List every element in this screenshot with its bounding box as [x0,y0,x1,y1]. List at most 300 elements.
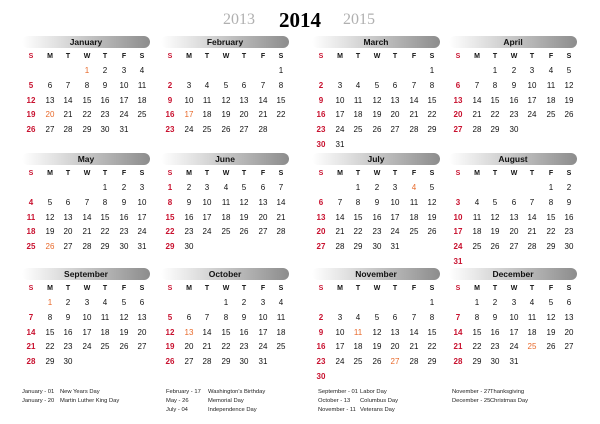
day-cell[interactable]: 22 [353,227,363,237]
day-cell[interactable]: 3 [84,298,90,307]
day-cell[interactable]: 3 [529,66,535,75]
day-cell[interactable]: 31 [258,357,268,367]
day-cell[interactable]: 22 [45,342,55,352]
day-cell[interactable]: 12 [546,312,556,322]
day-cell[interactable]: 24 [527,110,537,120]
day-cell[interactable]: 31 [390,242,400,252]
day-cell[interactable]: 30 [509,125,519,135]
day-cell[interactable]: 4 [278,298,284,307]
day-cell[interactable]: 2 [121,183,127,192]
day-cell[interactable]: 9 [102,80,108,90]
next-year-link[interactable]: 2015 [343,11,375,28]
day-cell[interactable]: 8 [223,312,229,322]
day-cell[interactable]: 1 [548,183,554,192]
day-cell[interactable]: 15 [276,95,286,105]
day-cell[interactable]: 23 [316,125,326,135]
day-cell[interactable]: 29 [82,125,92,135]
day-cell[interactable]: 6 [186,312,192,322]
day-cell[interactable]: 14 [409,327,419,337]
day-cell[interactable]: 28 [202,357,212,367]
day-cell[interactable]: 18 [26,227,36,237]
day-cell[interactable]: 1 [429,298,435,307]
day-cell[interactable]: 24 [137,227,147,237]
day-cell[interactable]: 24 [390,227,400,237]
day-cell[interactable]: 23 [564,227,574,237]
day-cell[interactable]: 18 [100,327,110,337]
day-cell[interactable]: 29 [45,357,55,367]
day-cell[interactable]: 29 [221,357,231,367]
day-cell[interactable]: 14 [472,95,482,105]
day-cell[interactable]: 23 [239,342,249,352]
day-cell[interactable]: 5 [28,80,34,90]
day-cell[interactable]: 22 [276,110,286,120]
day-cell[interactable]: 30 [316,372,326,381]
day-cell[interactable]: 15 [100,212,110,222]
day-cell[interactable]: 12 [490,212,500,222]
day-cell[interactable]: 28 [453,357,463,367]
day-cell[interactable]: 4 [204,80,210,90]
day-cell[interactable]: 5 [47,197,53,207]
day-cell[interactable]: 27 [509,242,519,252]
day-cell[interactable]: 25 [409,227,419,237]
day-cell[interactable]: 6 [139,298,145,307]
day-cell[interactable]: 5 [223,80,229,90]
day-cell[interactable]: 4 [548,66,554,75]
day-cell[interactable]: 4 [102,298,108,307]
day-cell[interactable]: 19 [372,342,382,352]
day-cell[interactable]: 16 [100,95,110,105]
day-cell[interactable]: 23 [372,227,382,237]
day-cell[interactable]: 16 [564,212,574,222]
day-cell[interactable]: 17 [509,327,519,337]
day-cell[interactable]: 18 [546,95,556,105]
day-cell[interactable]: 28 [409,357,419,367]
day-cell[interactable]: 14 [202,327,212,337]
day-cell[interactable]: 9 [241,312,247,322]
day-cell[interactable]: 14 [409,95,419,105]
day-cell[interactable]: 18 [527,327,537,337]
day-cell[interactable]: 14 [258,95,268,105]
day-cell[interactable]: 20 [316,227,326,237]
day-cell[interactable]: 26 [165,357,175,367]
day-cell[interactable]: 15 [165,212,175,222]
day-cell[interactable]: 5 [241,183,247,192]
day-cell[interactable]: 1 [474,298,480,307]
day-cell[interactable]: 19 [564,95,574,105]
day-cell[interactable]: 23 [490,342,500,352]
day-cell[interactable]: 11 [353,327,363,337]
day-cell[interactable]: 26 [564,110,574,120]
day-cell[interactable]: 15 [221,327,231,337]
day-cell[interactable]: 21 [63,110,73,120]
day-cell[interactable]: 17 [202,212,212,222]
day-cell[interactable]: 23 [100,110,110,120]
day-cell[interactable]: 8 [47,312,53,322]
day-cell[interactable]: 3 [455,197,461,207]
day-cell[interactable]: 16 [316,110,326,120]
day-cell[interactable]: 13 [137,312,147,322]
day-cell[interactable]: 2 [566,183,572,192]
day-cell[interactable]: 1 [429,66,435,75]
day-cell[interactable]: 22 [427,342,437,352]
day-cell[interactable]: 28 [26,357,36,367]
day-cell[interactable]: 29 [353,242,363,252]
day-cell[interactable]: 12 [26,95,36,105]
day-cell[interactable]: 23 [165,125,175,135]
day-cell[interactable]: 29 [427,125,437,135]
day-cell[interactable]: 6 [455,80,461,90]
day-cell[interactable]: 30 [316,140,326,149]
day-cell[interactable]: 1 [278,66,284,75]
day-cell[interactable]: 27 [564,342,574,352]
day-cell[interactable]: 31 [119,125,129,135]
day-cell[interactable]: 10 [335,327,345,337]
day-cell[interactable]: 8 [355,197,361,207]
day-cell[interactable]: 4 [529,298,535,307]
day-cell[interactable]: 8 [429,80,435,90]
day-cell[interactable]: 16 [316,342,326,352]
day-cell[interactable]: 27 [63,242,73,252]
day-cell[interactable]: 10 [119,80,129,90]
day-cell[interactable]: 26 [427,227,437,237]
day-cell[interactable]: 8 [102,197,108,207]
day-cell[interactable]: 22 [100,227,110,237]
day-cell[interactable]: 24 [335,125,345,135]
day-cell[interactable]: 27 [239,125,249,135]
day-cell[interactable]: 4 [223,183,229,192]
day-cell[interactable]: 28 [63,125,73,135]
day-cell[interactable]: 1 [47,298,53,307]
day-cell[interactable]: 16 [63,327,73,337]
day-cell[interactable]: 2 [318,80,324,90]
day-cell[interactable]: 26 [239,227,249,237]
day-cell[interactable]: 19 [221,110,231,120]
day-cell[interactable]: 19 [427,212,437,222]
day-cell[interactable]: 28 [82,242,92,252]
day-cell[interactable]: 2 [374,183,380,192]
day-cell[interactable]: 4 [355,80,361,90]
day-cell[interactable]: 20 [564,327,574,337]
day-cell[interactable]: 4 [411,183,417,192]
day-cell[interactable]: 11 [527,312,537,322]
day-cell[interactable]: 2 [102,66,108,75]
day-cell[interactable]: 28 [335,242,345,252]
day-cell[interactable]: 20 [184,342,194,352]
day-cell[interactable]: 19 [119,327,129,337]
day-cell[interactable]: 16 [184,212,194,222]
day-cell[interactable]: 19 [372,110,382,120]
day-cell[interactable]: 14 [26,327,36,337]
day-cell[interactable]: 17 [390,212,400,222]
day-cell[interactable]: 14 [276,197,286,207]
day-cell[interactable]: 25 [100,342,110,352]
day-cell[interactable]: 26 [45,242,55,252]
day-cell[interactable]: 24 [453,242,463,252]
day-cell[interactable]: 13 [390,95,400,105]
day-cell[interactable]: 10 [335,95,345,105]
day-cell[interactable]: 20 [45,110,55,120]
day-cell[interactable]: 25 [26,242,36,252]
day-cell[interactable]: 26 [372,125,382,135]
day-cell[interactable]: 27 [184,357,194,367]
day-cell[interactable]: 15 [353,212,363,222]
day-cell[interactable]: 17 [82,327,92,337]
day-cell[interactable]: 8 [429,312,435,322]
day-cell[interactable]: 15 [490,95,500,105]
day-cell[interactable]: 11 [137,80,147,90]
day-cell[interactable]: 27 [258,227,268,237]
day-cell[interactable]: 16 [239,327,249,337]
day-cell[interactable]: 21 [335,227,345,237]
day-cell[interactable]: 15 [427,327,437,337]
day-cell[interactable]: 27 [137,342,147,352]
day-cell[interactable]: 10 [527,80,537,90]
day-cell[interactable]: 13 [316,212,326,222]
day-cell[interactable]: 19 [26,110,36,120]
day-cell[interactable]: 15 [546,212,556,222]
day-cell[interactable]: 7 [337,197,343,207]
day-cell[interactable]: 17 [335,110,345,120]
day-cell[interactable]: 12 [221,95,231,105]
day-cell[interactable]: 20 [258,212,268,222]
day-cell[interactable]: 6 [65,197,71,207]
day-cell[interactable]: 16 [509,95,519,105]
day-cell[interactable]: 18 [202,110,212,120]
day-cell[interactable]: 9 [167,95,173,105]
day-cell[interactable]: 20 [239,110,249,120]
day-cell[interactable]: 2 [241,298,247,307]
day-cell[interactable]: 30 [119,242,129,252]
day-cell[interactable]: 20 [63,227,73,237]
day-cell[interactable]: 25 [546,110,556,120]
day-cell[interactable]: 20 [390,110,400,120]
day-cell[interactable]: 25 [137,110,147,120]
day-cell[interactable]: 11 [221,197,231,207]
day-cell[interactable]: 7 [260,80,266,90]
day-cell[interactable]: 29 [490,125,500,135]
day-cell[interactable]: 12 [45,212,55,222]
day-cell[interactable]: 19 [490,227,500,237]
day-cell[interactable]: 18 [221,212,231,222]
day-cell[interactable]: 29 [472,357,482,367]
day-cell[interactable]: 21 [258,110,268,120]
day-cell[interactable]: 12 [239,197,249,207]
day-cell[interactable]: 19 [239,212,249,222]
day-cell[interactable]: 5 [167,312,173,322]
day-cell[interactable]: 6 [566,298,572,307]
day-cell[interactable]: 12 [165,327,175,337]
day-cell[interactable]: 11 [409,197,419,207]
day-cell[interactable]: 6 [260,183,266,192]
day-cell[interactable]: 12 [372,95,382,105]
day-cell[interactable]: 12 [372,327,382,337]
day-cell[interactable]: 5 [429,183,435,192]
day-cell[interactable]: 8 [474,312,480,322]
day-cell[interactable]: 6 [318,197,324,207]
day-cell[interactable]: 4 [139,66,145,75]
day-cell[interactable]: 23 [184,227,194,237]
day-cell[interactable]: 20 [453,110,463,120]
day-cell[interactable]: 9 [374,197,380,207]
day-cell[interactable]: 17 [184,110,194,120]
day-cell[interactable]: 25 [353,357,363,367]
day-cell[interactable]: 28 [409,125,419,135]
day-cell[interactable]: 17 [119,95,129,105]
day-cell[interactable]: 1 [355,183,361,192]
day-cell[interactable]: 23 [509,110,519,120]
day-cell[interactable]: 17 [335,342,345,352]
day-cell[interactable]: 27 [316,242,326,252]
day-cell[interactable]: 8 [492,80,498,90]
day-cell[interactable]: 10 [390,197,400,207]
day-cell[interactable]: 9 [186,197,192,207]
day-cell[interactable]: 22 [490,110,500,120]
day-cell[interactable]: 7 [474,80,480,90]
day-cell[interactable]: 13 [564,312,574,322]
day-cell[interactable]: 31 [137,242,147,252]
day-cell[interactable]: 29 [100,242,110,252]
day-cell[interactable]: 13 [258,197,268,207]
day-cell[interactable]: 13 [453,95,463,105]
day-cell[interactable]: 26 [372,357,382,367]
day-cell[interactable]: 30 [372,242,382,252]
day-cell[interactable]: 21 [276,212,286,222]
day-cell[interactable]: 24 [202,227,212,237]
day-cell[interactable]: 3 [392,183,398,192]
day-cell[interactable]: 22 [82,110,92,120]
day-cell[interactable]: 25 [276,342,286,352]
day-cell[interactable]: 26 [119,342,129,352]
day-cell[interactable]: 10 [184,95,194,105]
day-cell[interactable]: 18 [353,342,363,352]
day-cell[interactable]: 3 [337,80,343,90]
day-cell[interactable]: 30 [239,357,249,367]
day-cell[interactable]: 10 [453,212,463,222]
day-cell[interactable]: 18 [137,95,147,105]
day-cell[interactable]: 21 [202,342,212,352]
day-cell[interactable]: 25 [527,342,537,352]
day-cell[interactable]: 4 [355,312,361,322]
day-cell[interactable]: 24 [335,357,345,367]
day-cell[interactable]: 11 [276,312,286,322]
day-cell[interactable]: 17 [137,212,147,222]
day-cell[interactable]: 2 [167,80,173,90]
day-cell[interactable]: 9 [318,327,324,337]
day-cell[interactable]: 21 [453,342,463,352]
day-cell[interactable]: 13 [239,95,249,105]
day-cell[interactable]: 13 [45,95,55,105]
day-cell[interactable]: 14 [63,95,73,105]
day-cell[interactable]: 21 [409,110,419,120]
day-cell[interactable]: 26 [546,342,556,352]
day-cell[interactable]: 14 [453,327,463,337]
previous-year-link[interactable]: 2013 [223,11,255,28]
day-cell[interactable]: 5 [121,298,127,307]
day-cell[interactable]: 24 [119,110,129,120]
day-cell[interactable]: 3 [186,80,192,90]
day-cell[interactable]: 13 [184,327,194,337]
day-cell[interactable]: 30 [184,242,194,252]
day-cell[interactable]: 3 [139,183,145,192]
day-cell[interactable]: 8 [278,80,284,90]
day-cell[interactable]: 22 [221,342,231,352]
day-cell[interactable]: 20 [390,342,400,352]
day-cell[interactable]: 12 [119,312,129,322]
day-cell[interactable]: 3 [121,66,127,75]
day-cell[interactable]: 5 [566,66,572,75]
day-cell[interactable]: 14 [527,212,537,222]
day-cell[interactable]: 5 [548,298,554,307]
day-cell[interactable]: 7 [278,183,284,192]
day-cell[interactable]: 22 [165,227,175,237]
day-cell[interactable]: 16 [372,212,382,222]
day-cell[interactable]: 10 [202,197,212,207]
day-cell[interactable]: 12 [427,197,437,207]
day-cell[interactable]: 9 [492,312,498,322]
day-cell[interactable]: 28 [472,125,482,135]
day-cell[interactable]: 27 [45,125,55,135]
day-cell[interactable]: 2 [65,298,71,307]
day-cell[interactable]: 18 [472,227,482,237]
day-cell[interactable]: 29 [165,242,175,252]
day-cell[interactable]: 11 [546,80,556,90]
day-cell[interactable]: 4 [28,197,34,207]
day-cell[interactable]: 7 [65,80,71,90]
day-cell[interactable]: 7 [411,80,417,90]
day-cell[interactable]: 16 [490,327,500,337]
day-cell[interactable]: 27 [390,125,400,135]
day-cell[interactable]: 31 [453,257,463,266]
day-cell[interactable]: 13 [63,212,73,222]
day-cell[interactable]: 24 [82,342,92,352]
day-cell[interactable]: 6 [392,80,398,90]
day-cell[interactable]: 7 [28,312,34,322]
day-cell[interactable]: 28 [527,242,537,252]
day-cell[interactable]: 11 [472,212,482,222]
day-cell[interactable]: 6 [392,312,398,322]
day-cell[interactable]: 11 [100,312,110,322]
day-cell[interactable]: 2 [492,298,498,307]
day-cell[interactable]: 19 [546,327,556,337]
day-cell[interactable]: 16 [119,212,129,222]
day-cell[interactable]: 13 [509,212,519,222]
day-cell[interactable]: 29 [427,357,437,367]
day-cell[interactable]: 30 [100,125,110,135]
day-cell[interactable]: 30 [564,242,574,252]
day-cell[interactable]: 10 [137,197,147,207]
day-cell[interactable]: 10 [82,312,92,322]
day-cell[interactable]: 8 [548,197,554,207]
day-cell[interactable]: 25 [472,242,482,252]
day-cell[interactable]: 9 [121,197,127,207]
day-cell[interactable]: 11 [26,212,36,222]
day-cell[interactable]: 7 [411,312,417,322]
day-cell[interactable]: 7 [455,312,461,322]
day-cell[interactable]: 24 [509,342,519,352]
day-cell[interactable]: 9 [318,95,324,105]
day-cell[interactable]: 17 [258,327,268,337]
day-cell[interactable]: 10 [258,312,268,322]
day-cell[interactable]: 17 [527,95,537,105]
day-cell[interactable]: 22 [472,342,482,352]
day-cell[interactable]: 27 [390,357,400,367]
day-cell[interactable]: 7 [84,197,90,207]
day-cell[interactable]: 19 [165,342,175,352]
day-cell[interactable]: 2 [318,312,324,322]
day-cell[interactable]: 17 [453,227,463,237]
day-cell[interactable]: 6 [47,80,53,90]
day-cell[interactable]: 19 [45,227,55,237]
